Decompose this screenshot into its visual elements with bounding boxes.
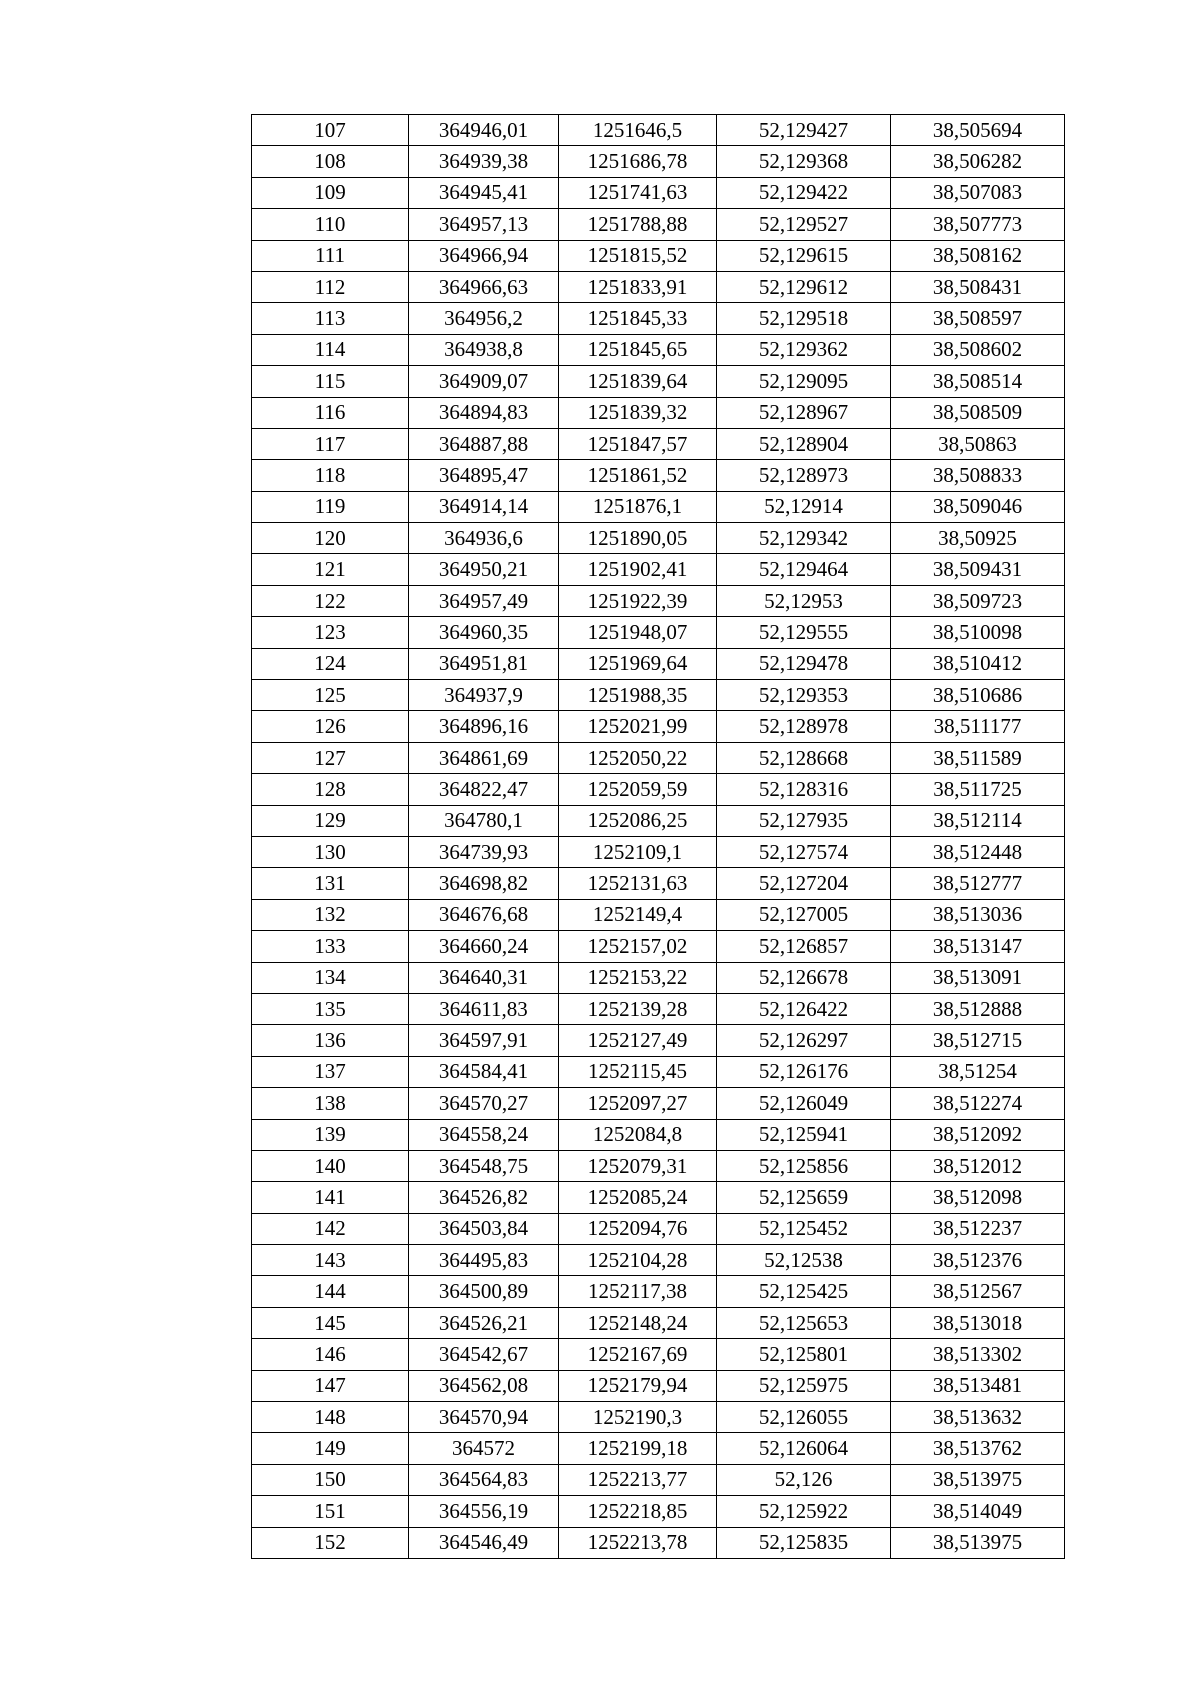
y-coordinate-cell: 1252094,76 [559,1213,717,1244]
table-row [252,1433,1065,1464]
latitude-cell: 52,127204 [717,868,891,899]
longitude-cell: 38,508431 [891,271,1065,302]
longitude-cell: 38,512114 [891,805,1065,836]
longitude-cell: 38,512274 [891,1088,1065,1119]
y-coordinate-cell: 1251788,88 [559,209,717,240]
y-coordinate-cell: 1252104,28 [559,1245,717,1276]
longitude-cell: 38,512567 [891,1276,1065,1307]
latitude-cell: 52,126049 [717,1088,891,1119]
x-coordinate-cell: 364570,94 [409,1402,559,1433]
point-number-cell: 134 [252,962,409,993]
longitude-cell: 38,507083 [891,177,1065,208]
latitude-cell: 52,127935 [717,805,891,836]
point-number-cell: 132 [252,899,409,930]
latitude-cell: 52,126857 [717,931,891,962]
y-coordinate-cell: 1252115,45 [559,1056,717,1087]
y-coordinate-cell: 1252149,4 [559,899,717,930]
point-number-cell: 121 [252,554,409,585]
x-coordinate-cell: 364739,93 [409,836,559,867]
point-number-cell: 129 [252,805,409,836]
longitude-cell: 38,511725 [891,774,1065,805]
point-number-cell: 125 [252,680,409,711]
latitude-cell: 52,129427 [717,115,891,146]
longitude-cell: 38,51254 [891,1056,1065,1087]
point-number-cell: 133 [252,931,409,962]
latitude-cell: 52,129368 [717,146,891,177]
point-number-cell: 116 [252,397,409,428]
table-row [252,962,1065,993]
table-row [252,1056,1065,1087]
point-number-cell: 122 [252,585,409,616]
latitude-cell: 52,129518 [717,303,891,334]
x-coordinate-cell: 364548,75 [409,1150,559,1181]
latitude-cell: 52,126 [717,1464,891,1495]
y-coordinate-cell: 1251988,35 [559,680,717,711]
y-coordinate-cell: 1252131,63 [559,868,717,899]
x-coordinate-cell: 364937,9 [409,680,559,711]
y-coordinate-cell: 1252084,8 [559,1119,717,1150]
latitude-cell: 52,126678 [717,962,891,993]
point-number-cell: 120 [252,523,409,554]
point-number-cell: 152 [252,1527,409,1558]
longitude-cell: 38,512448 [891,836,1065,867]
table-row [252,585,1065,616]
y-coordinate-cell: 1252097,27 [559,1088,717,1119]
longitude-cell: 38,510686 [891,680,1065,711]
latitude-cell: 52,129464 [717,554,891,585]
x-coordinate-cell: 364597,91 [409,1025,559,1056]
table-row [252,146,1065,177]
x-coordinate-cell: 364957,49 [409,585,559,616]
table-row [252,868,1065,899]
x-coordinate-cell: 364938,8 [409,334,559,365]
table-row [252,209,1065,240]
x-coordinate-cell: 364526,21 [409,1307,559,1338]
longitude-cell: 38,508162 [891,240,1065,271]
point-number-cell: 111 [252,240,409,271]
y-coordinate-cell: 1252218,85 [559,1496,717,1527]
x-coordinate-cell: 364822,47 [409,774,559,805]
y-coordinate-cell: 1252179,94 [559,1370,717,1401]
table-row [252,1339,1065,1370]
longitude-cell: 38,512012 [891,1150,1065,1181]
longitude-cell: 38,511177 [891,711,1065,742]
table-row [252,1307,1065,1338]
longitude-cell: 38,512092 [891,1119,1065,1150]
point-number-cell: 141 [252,1182,409,1213]
latitude-cell: 52,127574 [717,836,891,867]
y-coordinate-cell: 1251686,78 [559,146,717,177]
table-row [252,1527,1065,1558]
point-number-cell: 139 [252,1119,409,1150]
point-number-cell: 148 [252,1402,409,1433]
longitude-cell: 38,50925 [891,523,1065,554]
table-row [252,1464,1065,1495]
longitude-cell: 38,513975 [891,1464,1065,1495]
x-coordinate-cell: 364503,84 [409,1213,559,1244]
latitude-cell: 52,129478 [717,648,891,679]
latitude-cell: 52,129615 [717,240,891,271]
longitude-cell: 38,512237 [891,1213,1065,1244]
x-coordinate-cell: 364572 [409,1433,559,1464]
point-number-cell: 135 [252,993,409,1024]
table-row [252,1245,1065,1276]
point-number-cell: 123 [252,617,409,648]
point-number-cell: 126 [252,711,409,742]
longitude-cell: 38,513481 [891,1370,1065,1401]
longitude-cell: 38,512777 [891,868,1065,899]
y-coordinate-cell: 1251845,65 [559,334,717,365]
x-coordinate-cell: 364939,38 [409,146,559,177]
point-number-cell: 140 [252,1150,409,1181]
latitude-cell: 52,126422 [717,993,891,1024]
table-row [252,1370,1065,1401]
x-coordinate-cell: 364780,1 [409,805,559,836]
point-number-cell: 118 [252,460,409,491]
table-row [252,1182,1065,1213]
x-coordinate-cell: 364960,35 [409,617,559,648]
table-row [252,1496,1065,1527]
y-coordinate-cell: 1251922,39 [559,585,717,616]
longitude-cell: 38,509431 [891,554,1065,585]
point-number-cell: 117 [252,428,409,459]
longitude-cell: 38,513091 [891,962,1065,993]
table-row [252,805,1065,836]
latitude-cell: 52,129555 [717,617,891,648]
longitude-cell: 38,512098 [891,1182,1065,1213]
point-number-cell: 108 [252,146,409,177]
latitude-cell: 52,128668 [717,742,891,773]
table-row [252,1150,1065,1181]
y-coordinate-cell: 1252213,77 [559,1464,717,1495]
y-coordinate-cell: 1251833,91 [559,271,717,302]
table-row [252,271,1065,302]
y-coordinate-cell: 1252153,22 [559,962,717,993]
point-number-cell: 151 [252,1496,409,1527]
x-coordinate-cell: 364570,27 [409,1088,559,1119]
point-number-cell: 149 [252,1433,409,1464]
point-number-cell: 114 [252,334,409,365]
x-coordinate-cell: 364562,08 [409,1370,559,1401]
latitude-cell: 52,129362 [717,334,891,365]
x-coordinate-cell: 364896,16 [409,711,559,742]
table-row [252,993,1065,1024]
x-coordinate-cell: 364556,19 [409,1496,559,1527]
longitude-cell: 38,507773 [891,209,1065,240]
latitude-cell: 52,126176 [717,1056,891,1087]
latitude-cell: 52,129353 [717,680,891,711]
latitude-cell: 52,126055 [717,1402,891,1433]
coordinates-table-body [252,115,1065,1559]
longitude-cell: 38,509046 [891,491,1065,522]
y-coordinate-cell: 1252139,28 [559,993,717,1024]
table-row [252,334,1065,365]
table-row [252,1276,1065,1307]
y-coordinate-cell: 1252050,22 [559,742,717,773]
table-row [252,240,1065,271]
point-number-cell: 113 [252,303,409,334]
y-coordinate-cell: 1252190,3 [559,1402,717,1433]
longitude-cell: 38,513147 [891,931,1065,962]
table-row [252,523,1065,554]
point-number-cell: 112 [252,271,409,302]
coordinates-table [251,114,1065,1559]
latitude-cell: 52,126297 [717,1025,891,1056]
latitude-cell: 52,125922 [717,1496,891,1527]
longitude-cell: 38,512376 [891,1245,1065,1276]
x-coordinate-cell: 364676,68 [409,899,559,930]
latitude-cell: 52,128973 [717,460,891,491]
longitude-cell: 38,512715 [891,1025,1065,1056]
x-coordinate-cell: 364584,41 [409,1056,559,1087]
longitude-cell: 38,513632 [891,1402,1065,1433]
latitude-cell: 52,129342 [717,523,891,554]
x-coordinate-cell: 364564,83 [409,1464,559,1495]
y-coordinate-cell: 1252213,78 [559,1527,717,1558]
y-coordinate-cell: 1252117,38 [559,1276,717,1307]
y-coordinate-cell: 1252157,02 [559,931,717,962]
table-row [252,899,1065,930]
table-row [252,1088,1065,1119]
x-coordinate-cell: 364936,6 [409,523,559,554]
y-coordinate-cell: 1252021,99 [559,711,717,742]
table-row [252,648,1065,679]
latitude-cell: 52,126064 [717,1433,891,1464]
y-coordinate-cell: 1251902,41 [559,554,717,585]
latitude-cell: 52,125801 [717,1339,891,1370]
y-coordinate-cell: 1251847,57 [559,428,717,459]
longitude-cell: 38,508514 [891,366,1065,397]
table-row [252,491,1065,522]
latitude-cell: 52,125653 [717,1307,891,1338]
point-number-cell: 143 [252,1245,409,1276]
y-coordinate-cell: 1251845,33 [559,303,717,334]
table-row [252,428,1065,459]
longitude-cell: 38,510098 [891,617,1065,648]
latitude-cell: 52,128316 [717,774,891,805]
x-coordinate-cell: 364895,47 [409,460,559,491]
longitude-cell: 38,509723 [891,585,1065,616]
table-row [252,303,1065,334]
y-coordinate-cell: 1252148,24 [559,1307,717,1338]
table-row [252,177,1065,208]
table-row [252,554,1065,585]
latitude-cell: 52,12538 [717,1245,891,1276]
x-coordinate-cell: 364698,82 [409,868,559,899]
longitude-cell: 38,514049 [891,1496,1065,1527]
point-number-cell: 115 [252,366,409,397]
latitude-cell: 52,128967 [717,397,891,428]
latitude-cell: 52,12953 [717,585,891,616]
longitude-cell: 38,513018 [891,1307,1065,1338]
x-coordinate-cell: 364914,14 [409,491,559,522]
latitude-cell: 52,125975 [717,1370,891,1401]
latitude-cell: 52,129095 [717,366,891,397]
latitude-cell: 52,125835 [717,1527,891,1558]
x-coordinate-cell: 364526,82 [409,1182,559,1213]
x-coordinate-cell: 364611,83 [409,993,559,1024]
x-coordinate-cell: 364956,2 [409,303,559,334]
y-coordinate-cell: 1251646,5 [559,115,717,146]
y-coordinate-cell: 1251861,52 [559,460,717,491]
longitude-cell: 38,506282 [891,146,1065,177]
point-number-cell: 137 [252,1056,409,1087]
x-coordinate-cell: 364887,88 [409,428,559,459]
y-coordinate-cell: 1251839,32 [559,397,717,428]
y-coordinate-cell: 1251741,63 [559,177,717,208]
y-coordinate-cell: 1251969,64 [559,648,717,679]
point-number-cell: 131 [252,868,409,899]
longitude-cell: 38,513036 [891,899,1065,930]
y-coordinate-cell: 1251815,52 [559,240,717,271]
longitude-cell: 38,50863 [891,428,1065,459]
y-coordinate-cell: 1252167,69 [559,1339,717,1370]
y-coordinate-cell: 1252086,25 [559,805,717,836]
point-number-cell: 109 [252,177,409,208]
y-coordinate-cell: 1252109,1 [559,836,717,867]
point-number-cell: 142 [252,1213,409,1244]
x-coordinate-cell: 364966,63 [409,271,559,302]
y-coordinate-cell: 1251890,05 [559,523,717,554]
longitude-cell: 38,508602 [891,334,1065,365]
table-row [252,1119,1065,1150]
longitude-cell: 38,510412 [891,648,1065,679]
point-number-cell: 110 [252,209,409,240]
point-number-cell: 130 [252,836,409,867]
x-coordinate-cell: 364894,83 [409,397,559,428]
latitude-cell: 52,12914 [717,491,891,522]
x-coordinate-cell: 364542,67 [409,1339,559,1370]
point-number-cell: 147 [252,1370,409,1401]
latitude-cell: 52,129612 [717,271,891,302]
x-coordinate-cell: 364946,01 [409,115,559,146]
longitude-cell: 38,513762 [891,1433,1065,1464]
longitude-cell: 38,508597 [891,303,1065,334]
point-number-cell: 138 [252,1088,409,1119]
point-number-cell: 124 [252,648,409,679]
y-coordinate-cell: 1251876,1 [559,491,717,522]
longitude-cell: 38,511589 [891,742,1065,773]
x-coordinate-cell: 364966,94 [409,240,559,271]
table-row [252,460,1065,491]
y-coordinate-cell: 1252085,24 [559,1182,717,1213]
point-number-cell: 146 [252,1339,409,1370]
longitude-cell: 38,512888 [891,993,1065,1024]
latitude-cell: 52,125941 [717,1119,891,1150]
latitude-cell: 52,125659 [717,1182,891,1213]
y-coordinate-cell: 1252127,49 [559,1025,717,1056]
table-row [252,1213,1065,1244]
x-coordinate-cell: 364500,89 [409,1276,559,1307]
x-coordinate-cell: 364951,81 [409,648,559,679]
point-number-cell: 127 [252,742,409,773]
point-number-cell: 144 [252,1276,409,1307]
table-row [252,711,1065,742]
table-row [252,742,1065,773]
table-row [252,774,1065,805]
x-coordinate-cell: 364558,24 [409,1119,559,1150]
x-coordinate-cell: 364909,07 [409,366,559,397]
latitude-cell: 52,127005 [717,899,891,930]
latitude-cell: 52,128978 [717,711,891,742]
x-coordinate-cell: 364495,83 [409,1245,559,1276]
x-coordinate-cell: 364957,13 [409,209,559,240]
latitude-cell: 52,125452 [717,1213,891,1244]
table-row [252,931,1065,962]
longitude-cell: 38,513975 [891,1527,1065,1558]
latitude-cell: 52,129422 [717,177,891,208]
point-number-cell: 145 [252,1307,409,1338]
table-row [252,836,1065,867]
latitude-cell: 52,125425 [717,1276,891,1307]
point-number-cell: 150 [252,1464,409,1495]
point-number-cell: 136 [252,1025,409,1056]
longitude-cell: 38,508509 [891,397,1065,428]
longitude-cell: 38,508833 [891,460,1065,491]
point-number-cell: 107 [252,115,409,146]
y-coordinate-cell: 1252199,18 [559,1433,717,1464]
y-coordinate-cell: 1251839,64 [559,366,717,397]
point-number-cell: 128 [252,774,409,805]
x-coordinate-cell: 364546,49 [409,1527,559,1558]
x-coordinate-cell: 364861,69 [409,742,559,773]
y-coordinate-cell: 1251948,07 [559,617,717,648]
x-coordinate-cell: 364640,31 [409,962,559,993]
x-coordinate-cell: 364660,24 [409,931,559,962]
longitude-cell: 38,505694 [891,115,1065,146]
table-row [252,115,1065,146]
latitude-cell: 52,128904 [717,428,891,459]
x-coordinate-cell: 364950,21 [409,554,559,585]
latitude-cell: 52,125856 [717,1150,891,1181]
table-row [252,1402,1065,1433]
table-row [252,680,1065,711]
point-number-cell: 119 [252,491,409,522]
table-row [252,366,1065,397]
x-coordinate-cell: 364945,41 [409,177,559,208]
longitude-cell: 38,513302 [891,1339,1065,1370]
y-coordinate-cell: 1252079,31 [559,1150,717,1181]
table-row [252,397,1065,428]
latitude-cell: 52,129527 [717,209,891,240]
y-coordinate-cell: 1252059,59 [559,774,717,805]
table-row [252,617,1065,648]
table-row [252,1025,1065,1056]
